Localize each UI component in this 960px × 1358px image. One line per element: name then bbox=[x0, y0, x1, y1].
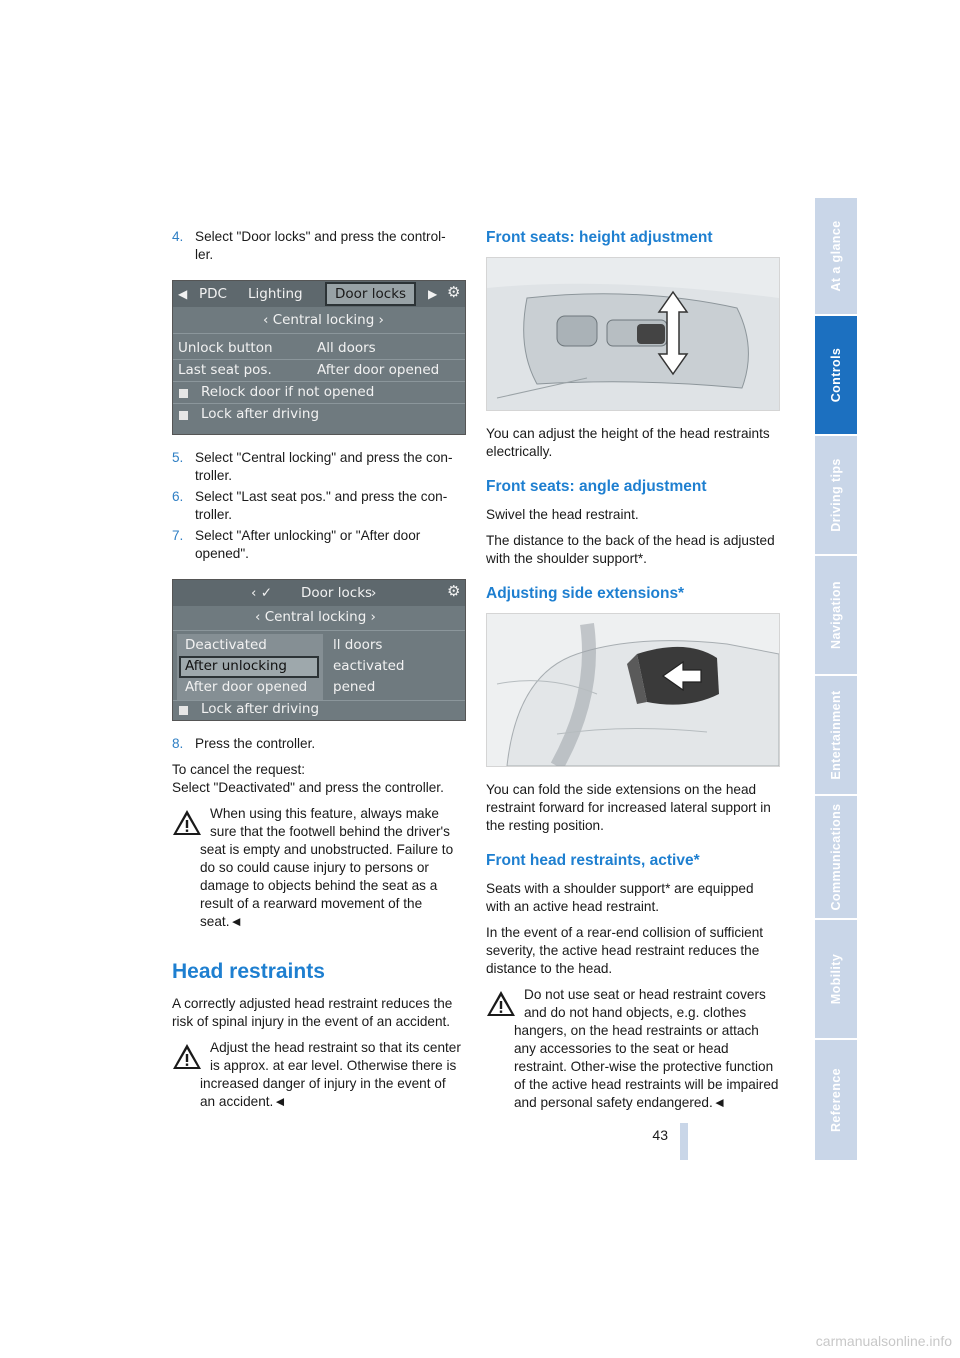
warning-footwell bbox=[172, 805, 464, 931]
warning-triangle-icon bbox=[172, 1043, 202, 1070]
step-text: Press the controller. bbox=[195, 736, 316, 751]
nav-tab-entertainment[interactable] bbox=[815, 676, 857, 794]
title-active-head-restraints: Front head restraints, active* bbox=[486, 852, 700, 869]
step-4 bbox=[172, 228, 464, 264]
nav-tab-driving-tips[interactable] bbox=[815, 436, 857, 554]
step-5 bbox=[172, 449, 464, 485]
behind-text-3: pened bbox=[333, 679, 376, 695]
nav-tab-label: Entertainment bbox=[829, 690, 843, 780]
menu-item-last-seat-pos: Last seat pos. bbox=[178, 362, 272, 378]
step-number: 8. bbox=[172, 736, 184, 751]
step-number: 5. bbox=[172, 450, 184, 465]
height-text: You can adjust the height of the head restraints electrically. bbox=[486, 426, 770, 459]
nav-tab-label: Communications bbox=[829, 803, 843, 911]
page-number: 43 bbox=[652, 1127, 668, 1143]
warning-text: When using this feature, always make sure that the footwell behind the driver's seat is empty and unobstructed. Failure to do so could cause injury to persons or damage to objects behind the seat as a result of a rearward movement of the seat.◄ bbox=[200, 806, 454, 929]
step-8 bbox=[172, 735, 464, 753]
tab-door-locks: Door locks bbox=[325, 282, 416, 306]
page-marker-bar bbox=[680, 1123, 688, 1160]
warning-triangle-icon bbox=[172, 809, 202, 836]
nav-tab-label: Driving tips bbox=[829, 458, 843, 532]
behind-text-2: eactivated bbox=[333, 658, 405, 674]
behind-text-1: ll doors bbox=[333, 637, 383, 653]
idrive-screen-central-locking bbox=[172, 579, 466, 721]
side-text: You can fold the side extensions on the head restraint forward for increased lateral support in the resting position. bbox=[486, 782, 771, 833]
settings-icon: ⚙ bbox=[447, 582, 461, 600]
nav-tab-navigation[interactable] bbox=[815, 556, 857, 674]
step-number: 7. bbox=[172, 528, 184, 543]
menu-item-unlock-button: Unlock button bbox=[178, 340, 273, 356]
submenu-title: ‹ Central locking › bbox=[263, 312, 384, 328]
head-restraint-photo bbox=[486, 613, 780, 767]
nav-tab-mobility[interactable] bbox=[815, 920, 857, 1038]
car-icon: ‹ ✓ bbox=[251, 585, 273, 601]
left-arrow-icon: ◀ bbox=[178, 287, 188, 301]
warning-covers bbox=[486, 986, 780, 1112]
step-text: Select "Door locks" and press the control- ler. bbox=[195, 229, 446, 262]
footer-watermark: carmanualsonline.info bbox=[815, 1333, 952, 1349]
seat-switch-photo bbox=[486, 257, 780, 411]
menu-item-lock-after-driving: Lock after driving bbox=[201, 701, 320, 717]
nav-tab-label: Controls bbox=[829, 347, 843, 403]
active-text-2: In the event of a rear-end collision of sufficient severity, the active head restraint reduces the distance to the head. bbox=[486, 925, 764, 976]
option-after-door-opened: After door opened bbox=[185, 679, 308, 695]
checkbox-icon bbox=[179, 706, 188, 715]
step-text: Select "Last seat pos." and press the con- troller. bbox=[195, 489, 448, 522]
nav-tab-reference[interactable] bbox=[815, 1040, 857, 1160]
nav-tab-label: At a glance bbox=[829, 220, 843, 292]
option-deactivated: Deactivated bbox=[185, 637, 267, 653]
right-column bbox=[486, 228, 780, 1120]
angle-text-2: The distance to the back of the head is adjusted with the shoulder support*. bbox=[486, 533, 775, 566]
tab-lighting: Lighting bbox=[248, 286, 303, 302]
title-angle-adjustment: Front seats: angle adjustment bbox=[486, 478, 707, 495]
header-title: Door locks bbox=[301, 585, 373, 601]
idrive-screen-door-locks bbox=[172, 280, 466, 435]
tab-pdc: PDC bbox=[199, 286, 227, 302]
angle-text-1: Swivel the head restraint. bbox=[486, 507, 639, 522]
step-number: 6. bbox=[172, 489, 184, 504]
nav-tab-controls[interactable] bbox=[815, 316, 857, 434]
right-arrow-icon: ▶ bbox=[428, 287, 438, 301]
settings-icon: ⚙ bbox=[447, 283, 461, 301]
step-number: 4. bbox=[172, 229, 184, 244]
menu-value-all-doors: All doors bbox=[317, 340, 376, 356]
warning-ear-level bbox=[172, 1039, 464, 1111]
step-text: Select "Central locking" and press the con- troller. bbox=[195, 450, 453, 483]
menu-item-relock: Relock door if not opened bbox=[201, 384, 375, 400]
nav-tab-at-a-glance[interactable] bbox=[815, 198, 857, 314]
warning-text: Adjust the head restraint so that its center is approx. at ear level. Otherwise there is increased danger of injury in the event of an accident.◄ bbox=[200, 1040, 461, 1109]
checkbox-icon bbox=[179, 411, 188, 420]
option-after-unlocking: After unlocking bbox=[185, 658, 287, 674]
active-text-1: Seats with a shoulder support* are equipped with an active head restraint. bbox=[486, 881, 754, 914]
nav-tab-label: Reference bbox=[829, 1067, 843, 1133]
section-title-head-restraints: Head restraints bbox=[172, 960, 325, 983]
step-text: Select "After unlocking" or "After door opened". bbox=[195, 528, 421, 561]
nav-tab-communications[interactable] bbox=[815, 796, 857, 918]
step-6 bbox=[172, 488, 464, 524]
menu-value-after-door-opened: After door opened bbox=[317, 362, 440, 378]
head-restraints-intro: A correctly adjusted head restraint reduces the risk of spinal injury in the event of an accident. bbox=[172, 996, 453, 1029]
menu-item-lock-after-driving: Lock after driving bbox=[201, 406, 320, 422]
title-side-extensions: Adjusting side extensions* bbox=[486, 585, 685, 602]
step-7 bbox=[172, 527, 464, 563]
submenu-title: ‹ Central locking › bbox=[255, 609, 376, 625]
cancel-text: To cancel the request: Select "Deactivated" and press the controller. bbox=[172, 762, 444, 795]
warning-triangle-icon bbox=[486, 990, 516, 1017]
left-column bbox=[172, 228, 464, 1119]
nav-tab-label: Navigation bbox=[829, 581, 843, 649]
chevron-right-icon: › bbox=[371, 585, 377, 601]
checkbox-icon bbox=[179, 389, 188, 398]
warning-text: Do not use seat or head restraint covers and do not hand objects, e.g. clothes hangers, on the head restraints or attach any accessories to the seat or head restraint. Other-wise the protective function of the active head restraints will be impaired and personal safety endangered.◄ bbox=[514, 987, 779, 1110]
title-height-adjustment: Front seats: height adjustment bbox=[486, 229, 713, 246]
nav-tab-label: Mobility bbox=[829, 953, 843, 1005]
